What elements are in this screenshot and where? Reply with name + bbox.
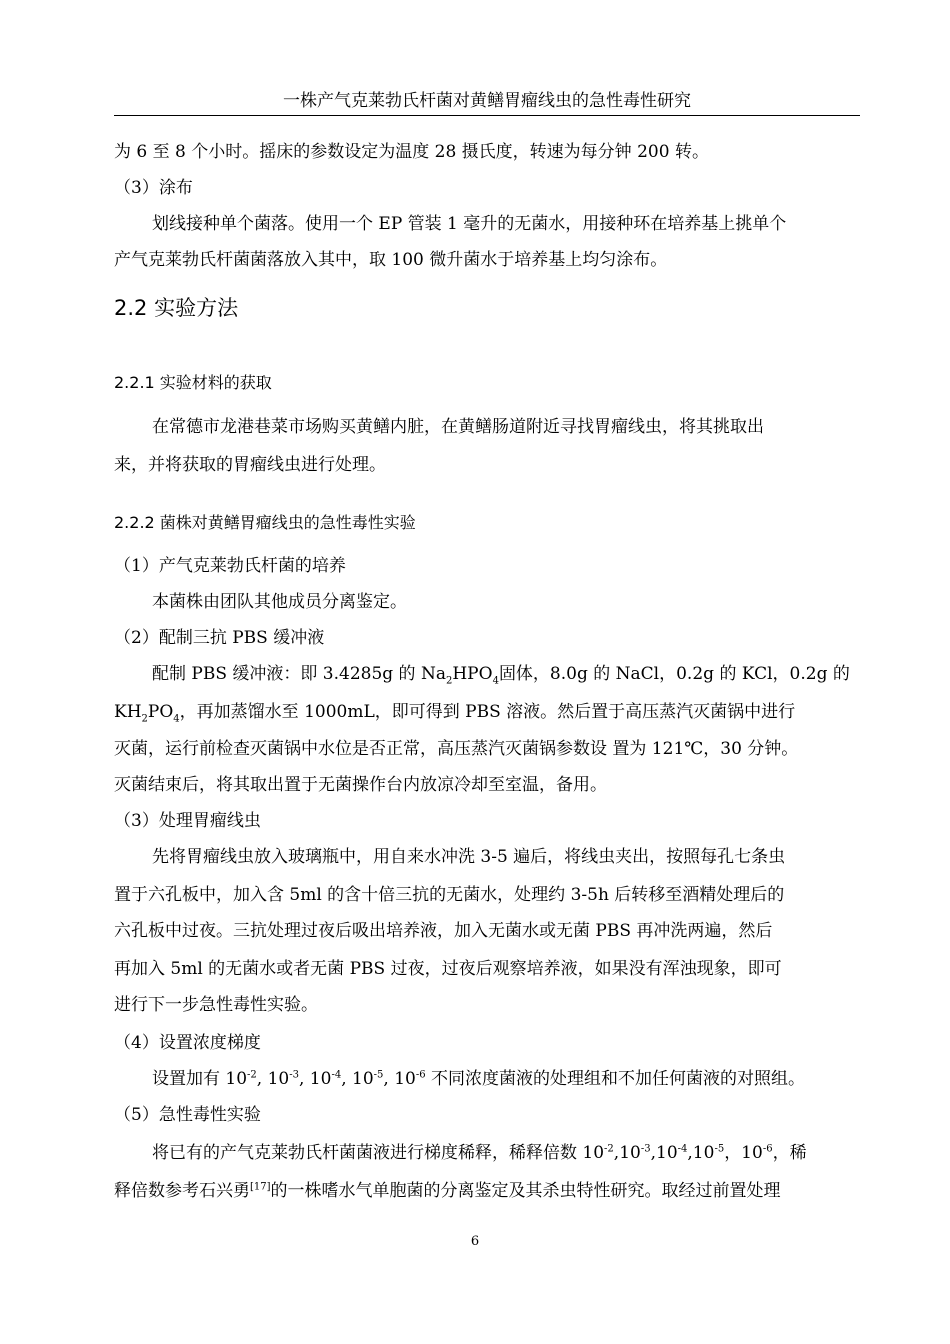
step-label: （4）设置浓度梯度	[114, 1033, 261, 1053]
paragraph-line: 将已有的产气克莱勃氏杆菌菌液进行梯度稀释，稀释倍数 $10^{-2},10^{-3},10^{-4},10^{-5}$，$10^{-6}$，稀	[152, 1143, 807, 1163]
step-label: （5）急性毒性实验	[114, 1105, 261, 1125]
paragraph-line: 置于六孔板中，加入含 5ml 的含十倍三抗的无菌水，处理约 3-5h 后转移至酒精处理后的	[114, 885, 785, 905]
paragraph-line: 产气克莱勃氏杆菌菌落放入其中，取 100 微升菌水于培养基上均匀涂布。	[114, 250, 668, 270]
paragraph-line: 灭菌，运行前检查灭菌锅中水位是否正常，高压蒸汽灭菌锅参数设 置为 121℃，30 分钟。	[114, 739, 799, 759]
paragraph-line: $KH_2PO_4$，再加蒸馏水至 1000mL，即可得到 PBS 溶液。然后置于高压蒸汽灭菌锅中进行	[114, 702, 796, 725]
paragraph-line: 本菌株由团队其他成员分离鉴定。	[152, 592, 407, 612]
paragraph-line: 释倍数参考石兴勇[17]的一株嗜水气单胞菌的分离鉴定及其杀虫特性研究。取经过前置处理	[114, 1181, 781, 1201]
running-header: 一株产气克莱勃氏杆菌对黄鳝胃瘤线虫的急性毒性研究	[114, 90, 860, 116]
paragraph-line: 再加入 5ml 的无菌水或者无菌 PBS 过夜，过夜后观察培养液，如果没有浑浊现象，即可	[114, 959, 782, 979]
citation-reference[interactable]: [17]	[250, 1181, 271, 1193]
step-label: （1）产气克莱勃氏杆菌的培养	[114, 556, 346, 576]
paragraph-line: 配制 PBS 缓冲液：即 3.4285g 的 $Na_2HPO_4$固体，8.0g 的 NaCl，0.2g 的 KCl，0.2g 的	[152, 664, 850, 687]
paragraph-line: 设置加有 $10^{-2}$, $10^{-3}$, $10^{-4}$, $10^{-5}$, $10^{-6}$ 不同浓度菌液的处理组和不加任何菌液的对照组。	[152, 1069, 806, 1089]
step-label: （2）配制三抗 PBS 缓冲液	[114, 628, 325, 648]
paragraph-line: 灭菌结束后，将其取出置于无菌操作台内放凉冷却至室温，备用。	[114, 775, 607, 795]
paragraph-line: 来，并将获取的胃瘤线虫进行处理。	[114, 455, 386, 475]
paragraph-line: 进行下一步急性毒性实验。	[114, 995, 318, 1015]
paragraph-line: 在常德市龙港巷菜市场购买黄鳝内脏，在黄鳝肠道附近寻找胃瘤线虫，将其挑取出	[152, 417, 764, 437]
step-label: （3）处理胃瘤线虫	[114, 811, 261, 831]
paragraph-line: 先将胃瘤线虫放入玻璃瓶中，用自来水冲洗 3-5 遍后，将线虫夹出，按照每孔七条虫	[152, 847, 786, 867]
page-number: 6	[470, 1234, 480, 1249]
section-heading-2-2: 2.2 实验方法	[114, 296, 239, 320]
step-label: （3）涂布	[114, 178, 193, 198]
paragraph-line: 为 6 至 8 个小时。摇床的参数设定为温度 28 摄氏度，转速为每分钟 200 转。	[114, 142, 709, 162]
subsection-heading-2-2-2: 2.2.2 菌株对黄鳝胃瘤线虫的急性毒性实验	[114, 513, 416, 532]
subsection-heading-2-2-1: 2.2.1 实验材料的获取	[114, 373, 272, 392]
paragraph-line: 划线接种单个菌落。使用一个 EP 管装 1 毫升的无菌水，用接种环在培养基上挑单个	[152, 214, 787, 234]
paragraph-line: 六孔板中过夜。三抗处理过夜后吸出培养液，加入无菌水或无菌 PBS 再冲洗两遍，然后	[114, 921, 773, 941]
